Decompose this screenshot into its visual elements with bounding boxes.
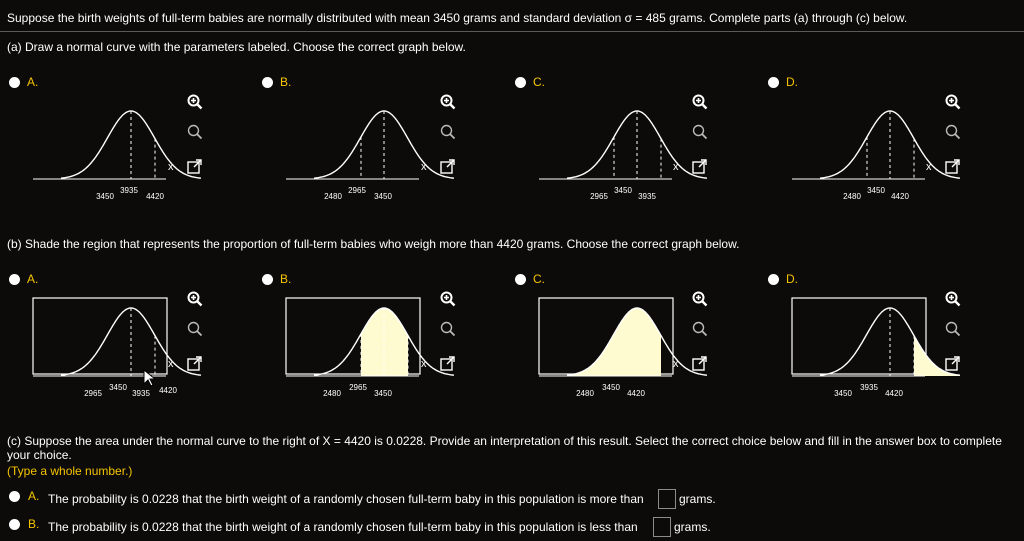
part-c-option-a-radio[interactable] (9, 491, 20, 502)
part-b-option-c-tick-label-1: 2480 (576, 389, 594, 398)
part-b-option-c-graph (537, 296, 697, 396)
part-c-option-b-radio[interactable] (9, 519, 20, 530)
part-b-option-c-x-reset-icon[interactable]: x (673, 358, 679, 370)
part-a-option-d-tick-label-2: 3450 (867, 186, 885, 195)
part-a-option-b-letter: B. (280, 75, 292, 89)
part-b-option-a-tick-label-3: 3935 (132, 389, 150, 398)
part-b-option-c-tick-label-3: 4420 (627, 389, 645, 398)
part-b-option-d-curve (820, 308, 960, 375)
part-b-option-b-tick-label-2: 2965 (349, 383, 367, 392)
part-b-option-c-letter: C. (533, 272, 545, 286)
question-intro: Suppose the birth weights of full-term babies are normally distributed with mean 3450 grams and standard deviation σ = 485 grams. Complete parts (a) through (c) below. (7, 11, 908, 25)
part-a-option-c-letter: C. (533, 75, 545, 89)
part-c-option-a-letter: A. (28, 489, 40, 503)
part-a-option-c-x-reset-icon[interactable]: x (673, 161, 679, 173)
part-b-option-d-letter: D. (786, 272, 798, 286)
part-a-option-a-graph (31, 99, 191, 199)
part-c-option-b-letter: B. (28, 517, 40, 531)
part-b-option-b-tick-label-3: 3450 (374, 389, 392, 398)
part-b-option-a-radio[interactable] (9, 274, 20, 285)
part-a-option-c-tick-label-1: 2965 (590, 192, 608, 201)
part-b-option-d-tick-label-3: 4420 (885, 389, 903, 398)
part-b-option-a-frame (33, 298, 167, 374)
part-b-option-b-x-reset-icon[interactable]: x (421, 358, 427, 370)
part-a-option-b-curve (314, 111, 454, 178)
part-b-option-b-tick-label-1: 2480 (323, 389, 341, 398)
part-a-option-a-tick-label-1: 3450 (96, 192, 114, 201)
part-a-option-a-x-reset-icon[interactable]: x (168, 161, 174, 173)
part-c-option-b-text: The probability is 0.0228 that the birth weight of a randomly chosen full-term baby in this population is less than (48, 520, 638, 534)
part-a-option-d-tick-label-1: 2480 (843, 192, 861, 201)
part-b-option-a-tick-label-4: 4420 (159, 386, 177, 395)
part-b-option-a-graph (31, 296, 191, 396)
divider (0, 31, 1024, 32)
part-a-option-c-tick-label-2: 3450 (614, 186, 632, 195)
part-c-prompt: (c) Suppose the area under the normal curve to the right of X = 4420 is 0.0228. Provide an interpretation of this result. Select the correct choice below and fill in the answer box to complete (7, 434, 1002, 448)
part-a-option-b-tick-label-3: 3450 (374, 192, 392, 201)
part-b-option-d-graph (790, 296, 950, 396)
part-c-option-b-answer-box[interactable] (653, 517, 671, 537)
part-a-option-a-radio[interactable] (9, 77, 20, 88)
part-a-option-d-curve (820, 111, 960, 178)
part-c-prompt-continued: your choice. (7, 448, 72, 462)
part-b-option-a-tick-label-1: 2965 (84, 389, 102, 398)
part-b-option-d-tick-label-1: 3450 (834, 389, 852, 398)
answer-hint: (Type a whole number.) (7, 464, 133, 478)
mouse-pointer-icon (143, 369, 157, 392)
part-a-prompt: (a) Draw a normal curve with the parameters labeled. Choose the correct graph below. (7, 40, 466, 54)
part-b-option-c-shaded-region (567, 308, 661, 376)
part-a-option-d-x-reset-icon[interactable]: x (926, 161, 932, 173)
part-b-option-a-tick-label-2: 3450 (109, 383, 127, 392)
part-a-option-c-curve (567, 111, 707, 178)
part-a-option-b-tick-label-2: 2965 (348, 186, 366, 195)
part-a-option-c-graph (537, 99, 697, 199)
part-a-option-b-tick-label-1: 2480 (324, 192, 342, 201)
part-b-option-c-radio[interactable] (515, 274, 526, 285)
part-c-option-a-answer-box[interactable] (658, 489, 676, 509)
part-b-option-a-curve (61, 308, 201, 375)
part-c-option-a-text: The probability is 0.0228 that the birth weight of a randomly chosen full-term baby in this population is more than (48, 492, 644, 506)
part-a-option-d-tick-label-3: 4420 (891, 192, 909, 201)
part-b-option-d-tick-label-2: 3935 (860, 383, 878, 392)
part-a-option-a-tick-label-2: 3935 (120, 186, 138, 195)
part-b-option-a-x-reset-icon[interactable]: x (168, 358, 174, 370)
part-a-option-a-curve (61, 111, 201, 178)
part-b-option-b-shaded-region (361, 308, 408, 376)
part-b-option-b-letter: B. (280, 272, 292, 286)
part-a-option-a-tick-label-3: 4420 (146, 192, 164, 201)
part-b-option-b-radio[interactable] (262, 274, 273, 285)
part-b-option-a-letter: A. (27, 272, 39, 286)
part-b-option-c-tick-label-2: 3450 (602, 383, 620, 392)
part-a-option-d-graph (790, 99, 950, 199)
part-a-option-c-radio[interactable] (515, 77, 526, 88)
part-a-option-a-letter: A. (27, 75, 39, 89)
part-a-option-d-radio[interactable] (768, 77, 779, 88)
part-b-option-b-graph (284, 296, 444, 396)
part-b-option-d-radio[interactable] (768, 274, 779, 285)
part-c-option-b-unit: grams. (674, 520, 711, 534)
part-a-option-b-x-reset-icon[interactable]: x (421, 161, 427, 173)
part-a-option-c-tick-label-3: 3935 (638, 192, 656, 201)
part-b-prompt: (b) Shade the region that represents the proportion of full-term babies who weigh more than 4420 grams. Choose the correct graph below. (7, 237, 740, 251)
part-a-option-d-letter: D. (786, 75, 798, 89)
part-a-option-b-graph (284, 99, 444, 199)
part-a-option-b-radio[interactable] (262, 77, 273, 88)
part-b-option-d-frame (792, 298, 926, 374)
part-c-option-a-unit: grams. (679, 492, 716, 506)
